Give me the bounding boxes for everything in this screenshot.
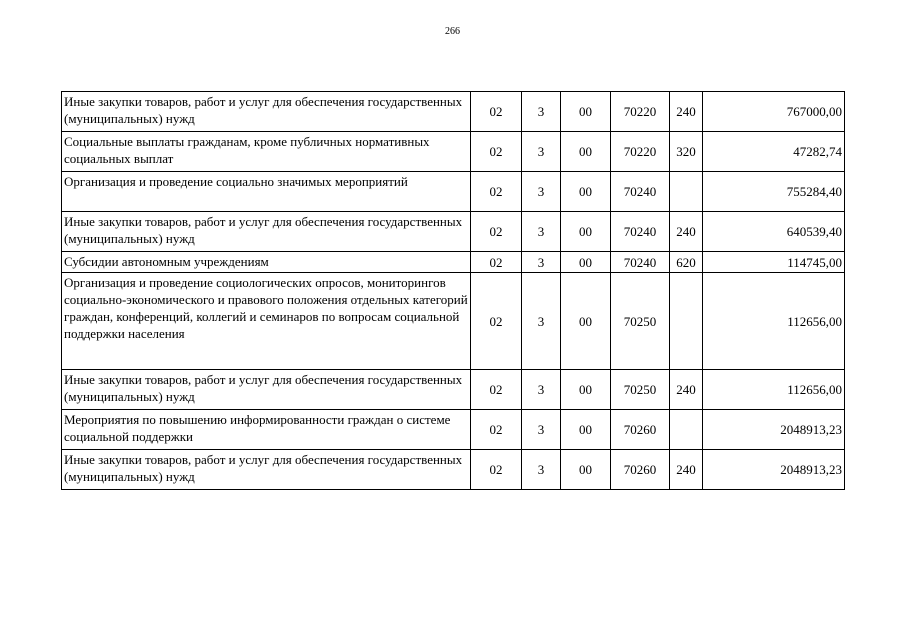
amount: 767000,00 — [703, 92, 845, 132]
table-row — [62, 450, 845, 490]
amount: 2048913,23 — [703, 410, 845, 450]
row-description: Иные закупки товаров, работ и услуг для обеспечения государственных (муниципальных) нужд — [62, 370, 471, 410]
code-col-4: 70250 — [611, 273, 670, 370]
table-row — [62, 212, 845, 252]
code-col-2: 3 — [522, 212, 561, 252]
code-col-2: 3 — [522, 370, 561, 410]
amount: 47282,74 — [703, 132, 845, 172]
code-col-3: 00 — [561, 252, 611, 273]
table-row — [62, 92, 845, 132]
code-col-4: 70260 — [611, 410, 670, 450]
row-description: Иные закупки товаров, работ и услуг для обеспечения государственных (муниципальных) нужд — [62, 212, 471, 252]
code-col-3: 00 — [561, 172, 611, 212]
code-col-3: 00 — [561, 92, 611, 132]
amount: 2048913,23 — [703, 450, 845, 490]
table-row — [62, 132, 845, 172]
row-description: Организация и проведение социологических опросов, мониторингов социально-экономического и правового положения отдельных категорий граждан, конференций, коллегий и семинаров по вопросам социальной поддержки населения — [62, 273, 471, 370]
code-col-3: 00 — [561, 410, 611, 450]
table-row — [62, 410, 845, 450]
code-col-3: 00 — [561, 370, 611, 410]
code-col-4: 70240 — [611, 252, 670, 273]
code-col-3: 00 — [561, 212, 611, 252]
code-col-2: 3 — [522, 92, 561, 132]
table-row — [62, 370, 845, 410]
code-col-4: 70220 — [611, 92, 670, 132]
code-col-1: 02 — [471, 370, 522, 410]
amount: 114745,00 — [703, 252, 845, 273]
amount: 112656,00 — [703, 370, 845, 410]
code-col-3: 00 — [561, 450, 611, 490]
code-col-5 — [670, 172, 703, 212]
code-col-4: 70240 — [611, 212, 670, 252]
amount: 755284,40 — [703, 172, 845, 212]
code-col-4: 70240 — [611, 172, 670, 212]
code-col-2: 3 — [522, 252, 561, 273]
page-number: 266 — [445, 26, 460, 37]
row-description: Субсидии автономным учреждениям — [62, 252, 471, 273]
row-description: Иные закупки товаров, работ и услуг для обеспечения государственных (муниципальных) нужд — [62, 450, 471, 490]
table-row — [62, 273, 845, 370]
code-col-5: 240 — [670, 92, 703, 132]
code-col-3: 00 — [561, 132, 611, 172]
amount: 112656,00 — [703, 273, 845, 370]
code-col-5 — [670, 410, 703, 450]
row-description: Социальные выплаты гражданам, кроме публичных нормативных социальных выплат — [62, 132, 471, 172]
code-col-5: 240 — [670, 370, 703, 410]
code-col-4: 70260 — [611, 450, 670, 490]
code-col-5: 320 — [670, 132, 703, 172]
budget-table — [61, 91, 845, 490]
code-col-5 — [670, 273, 703, 370]
code-col-2: 3 — [522, 132, 561, 172]
row-description: Организация и проведение социально значимых мероприятий — [62, 172, 471, 212]
row-description: Мероприятия по повышению информированности граждан о системе социальной поддержки — [62, 410, 471, 450]
code-col-5: 620 — [670, 252, 703, 273]
code-col-1: 02 — [471, 172, 522, 212]
code-col-1: 02 — [471, 132, 522, 172]
amount: 640539,40 — [703, 212, 845, 252]
code-col-4: 70220 — [611, 132, 670, 172]
code-col-1: 02 — [471, 273, 522, 370]
code-col-4: 70250 — [611, 370, 670, 410]
code-col-3: 00 — [561, 273, 611, 370]
code-col-1: 02 — [471, 450, 522, 490]
code-col-1: 02 — [471, 410, 522, 450]
code-col-5: 240 — [670, 450, 703, 490]
code-col-1: 02 — [471, 252, 522, 273]
code-col-2: 3 — [522, 410, 561, 450]
table-row — [62, 252, 845, 273]
code-col-1: 02 — [471, 92, 522, 132]
table-body — [62, 92, 845, 490]
code-col-1: 02 — [471, 212, 522, 252]
code-col-2: 3 — [522, 450, 561, 490]
code-col-5: 240 — [670, 212, 703, 252]
code-col-2: 3 — [522, 273, 561, 370]
code-col-2: 3 — [522, 172, 561, 212]
row-description: Иные закупки товаров, работ и услуг для обеспечения государственных (муниципальных) нужд — [62, 92, 471, 132]
table-row — [62, 172, 845, 212]
